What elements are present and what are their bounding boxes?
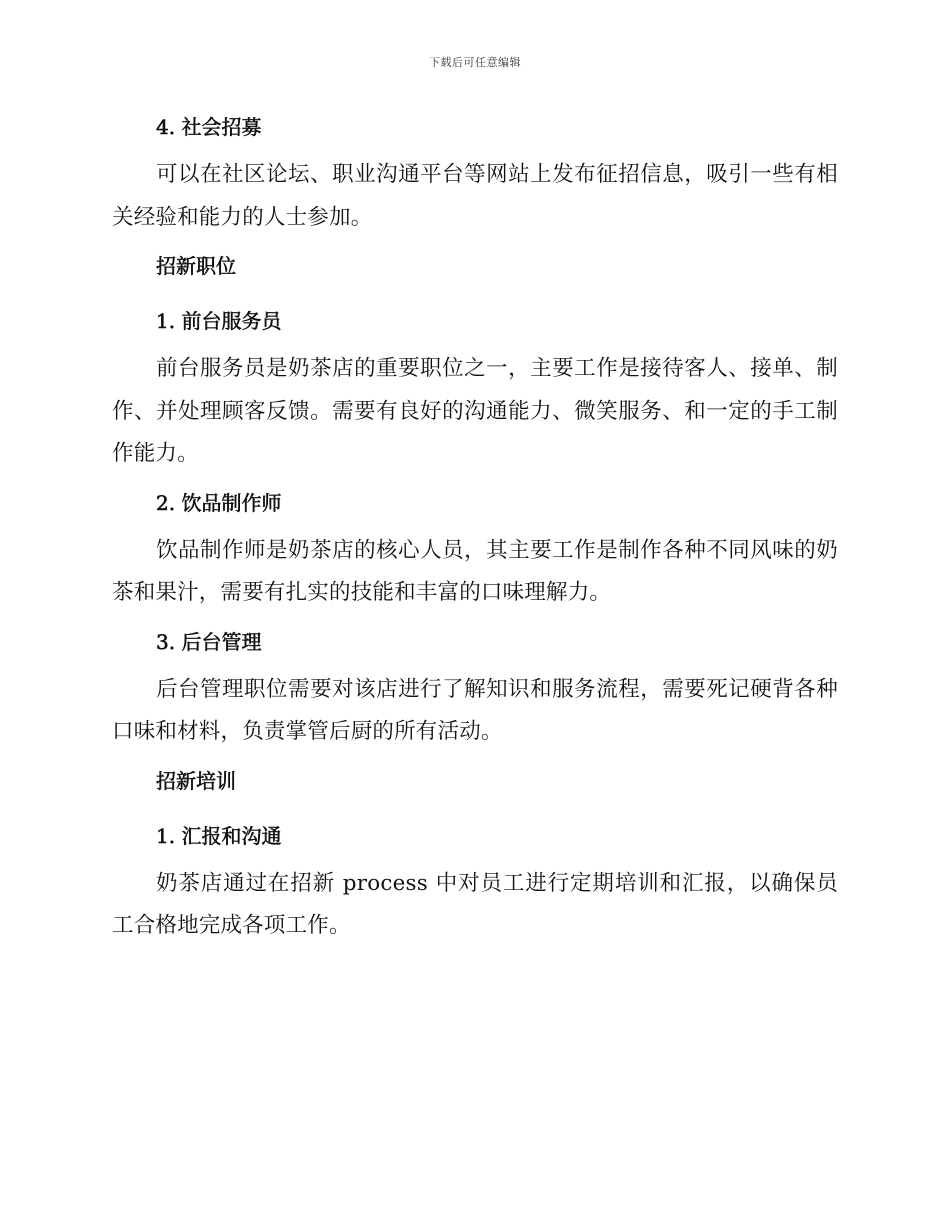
heading-reporting-communication: 1. 汇报和沟通 — [156, 823, 282, 848]
heading-front-desk: 1. 前台服务员 — [156, 309, 282, 333]
paragraph-front-desk: 前台服务员是奶茶店的重要职位之一，主要工作是接待客人、接单、制作、并处理顾客反馈。需要有良好的沟通能力、微笑服务、和一定的手工制作能力。 — [112, 356, 838, 466]
heading-recruitment-positions: 招新职位 — [156, 254, 236, 278]
paragraph-social-recruitment: 可以在社区论坛、职业沟通平台等网站上发布征招信息，吸引一些有相关经验和能力的人士参加。 — [112, 162, 838, 230]
paragraph-back-office: 后台管理职位需要对该店进行了解知识和服务流程，需要死记硬背各种口味和材料，负责掌管后厨的所有活动。 — [112, 676, 838, 744]
document-body — [112, 112, 838, 948]
heading-back-office: 3. 后台管理 — [156, 629, 262, 654]
heading-drink-maker: 2. 饮品制作师 — [156, 490, 282, 515]
heading-recruitment-training: 招新培训 — [156, 768, 236, 793]
page-header-note: 下载后可任意编辑 — [429, 56, 521, 69]
paragraph-reporting-communication: 奶茶店通过在招新 process 中对员工进行定期培训和汇报，以确保员工合格地完成各项工作。 — [112, 870, 838, 938]
paragraph-drink-maker: 饮品制作师是奶茶店的核心人员，其主要工作是制作各种不同风味的奶茶和果汁，需要有扎实的技能和丰富的口味理解力。 — [112, 537, 838, 605]
heading-social-recruitment: 4. 社会招募 — [156, 115, 262, 139]
